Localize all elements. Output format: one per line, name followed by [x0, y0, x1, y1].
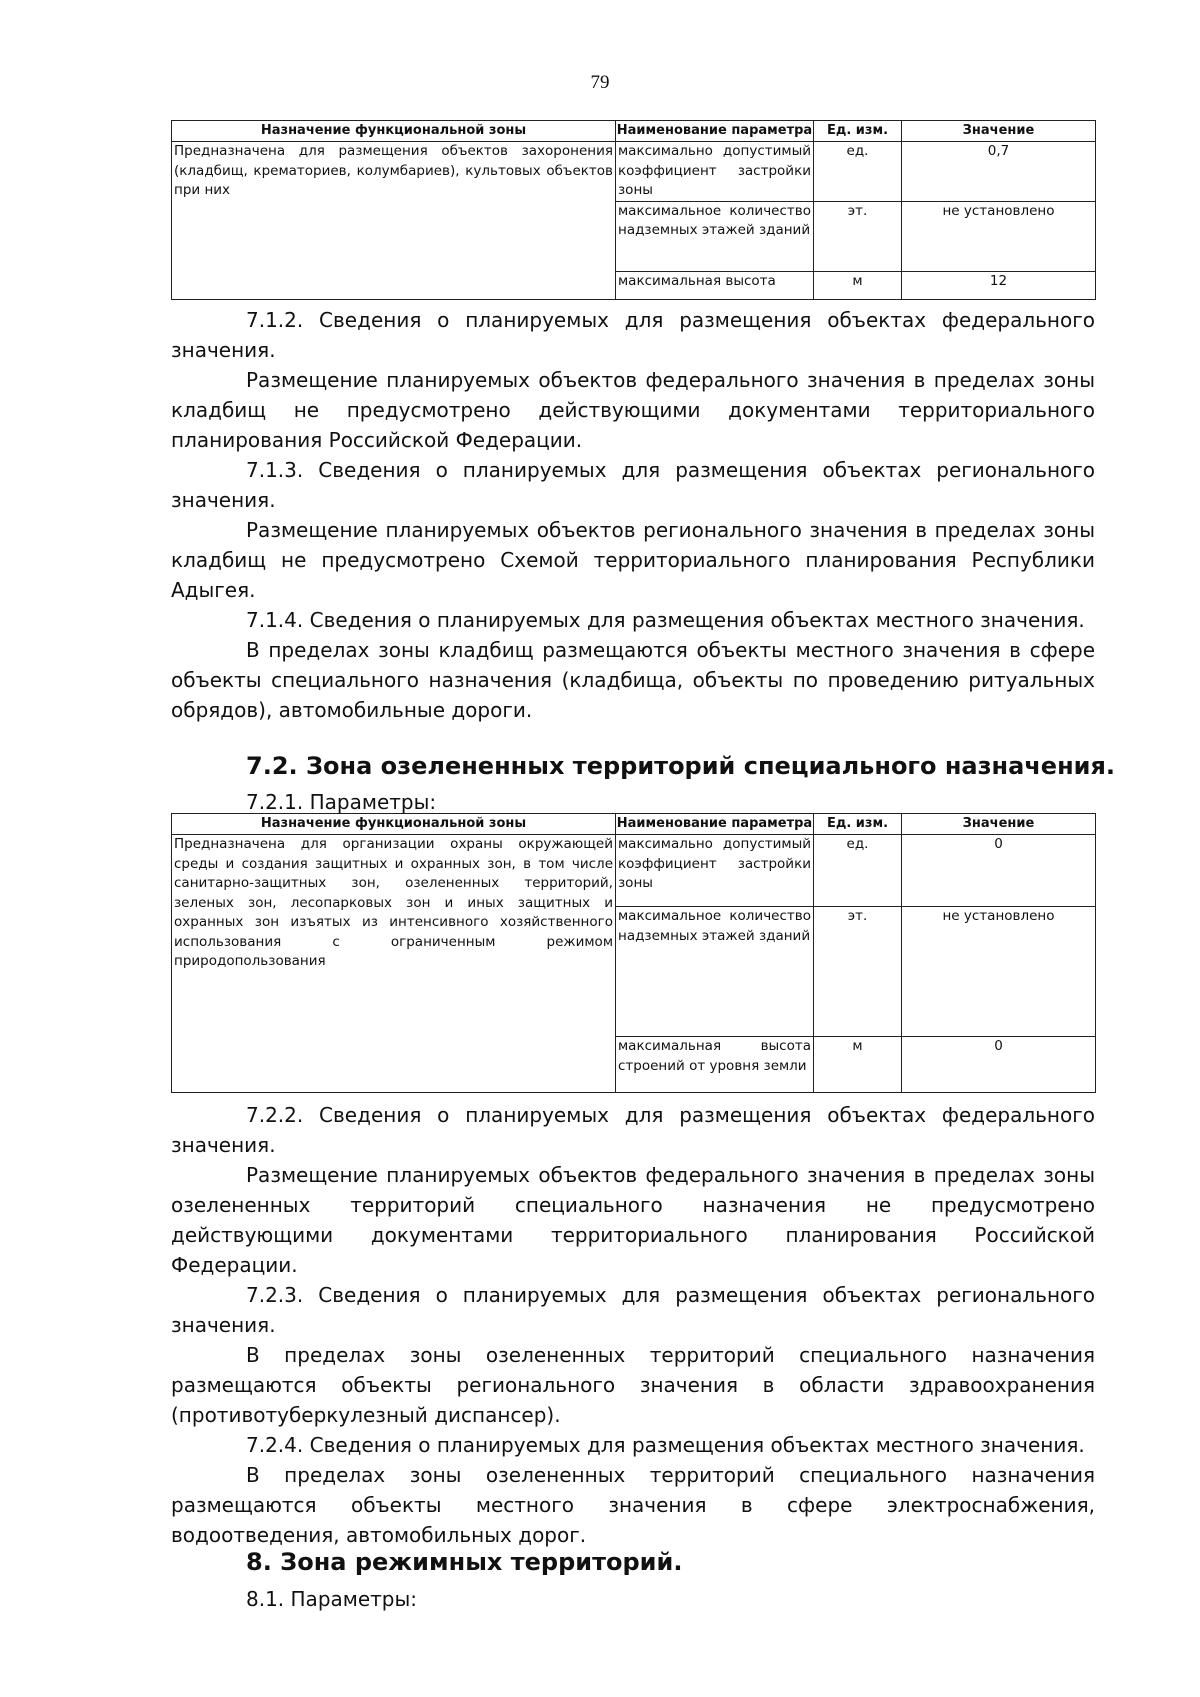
parameter-cell: максимальное количество надземных этажей зданий — [616, 201, 814, 271]
parameter-cell: максимальное количество надземных этажей зданий — [616, 907, 814, 1037]
value-cell: 12 — [902, 271, 1096, 299]
zone-purpose-cell: Предназначена для размещения объектов захоронения (кладбищ, крематориев, колумбариев), культовых объектов при них — [172, 142, 616, 300]
unit-cell: ед. — [814, 142, 902, 202]
paragraph: В пределах зоны озелененных территорий специального назначения размещаются объекты местного значения в сфере электроснабжения, водоотведения, автомобильных дорог. — [171, 1463, 1095, 1547]
section-7-1-text — [171, 305, 1095, 725]
parameter-cell: максимальная высота — [616, 271, 814, 299]
paragraph: Размещение планируемых объектов регионального значения в пределах зоны кладбищ не предусмотрено Схемой территориального планирования Республики Адыгея. — [171, 518, 1095, 602]
parameter-cell: максимально допустимый коэффициент застройки зоны — [616, 142, 814, 202]
header-parameter-name: Наименование параметра — [616, 121, 814, 142]
unit-cell: ед. — [814, 835, 902, 907]
parameter-cell: максимально допустимый коэффициент застройки зоны — [616, 835, 814, 907]
header-parameter-name: Наименование параметра — [616, 814, 814, 835]
paragraph: 7.1.3. Сведения о планируемых для размещения объектах регионального значения. — [171, 458, 1095, 512]
zone-purpose-cell: Предназначена для организации охраны окружающей среды и создания защитных и охранных зон, в том числе санитарно-защитных зон, озелененных территорий, зеленых зон, лесопарковых зон и иных защитных и охранных зон изъятых из интенсивного хозяйственного использования с ограниченным режимом природопользования — [172, 835, 616, 1093]
paragraph: 7.2.4. Сведения о планируемых для размещения объектах местного значения. — [246, 1433, 1085, 1457]
unit-cell: м — [814, 271, 902, 299]
unit-cell: м — [814, 1037, 902, 1093]
unit-cell: эт. — [814, 907, 902, 1037]
paragraph: 7.1.4. Сведения о планируемых для размещения объектах местного значения. — [246, 608, 1085, 632]
subsection-title-8-1: 8.1. Параметры: — [246, 1587, 418, 1611]
paragraph: 7.2.2. Сведения о планируемых для размещения объектах федерального значения. — [171, 1103, 1095, 1157]
parameter-cell: максимальная высота строений от уровня земли — [616, 1037, 814, 1093]
paragraph: Размещение планируемых объектов федерального значения в пределах зоны озелененных территорий специального назначения не предусмотрено действующими документами территориального планирования Российской Федерации. — [171, 1163, 1095, 1277]
header-zone-purpose: Назначение функциональной зоны — [172, 814, 616, 835]
section-7-2-text — [171, 1100, 1095, 1550]
subsection-title-7-2-1: 7.2.1. Параметры: — [246, 790, 437, 814]
header-value: Значение — [902, 814, 1096, 835]
value-cell: не установлено — [902, 907, 1096, 1037]
table-row — [172, 835, 1096, 907]
parameters-table-green-zone — [171, 813, 1096, 1093]
header-value: Значение — [902, 121, 1096, 142]
paragraph: В пределах зоны озелененных территорий специального назначения размещаются объекты регионального значения в области здравоохранения (противотуберкулезный диспансер). — [171, 1343, 1095, 1427]
header-unit: Ед. изм. — [814, 814, 902, 835]
unit-cell: эт. — [814, 201, 902, 271]
paragraph: В пределах зоны кладбищ размещаются объекты местного значения в сфере объекты специального назначения (кладбища, объекты по проведению ритуальных обрядов), автомобильные дороги. — [171, 638, 1095, 722]
page-number: 79 — [590, 72, 610, 93]
table-row — [172, 142, 1096, 202]
header-zone-purpose: Назначение функциональной зоны — [172, 121, 616, 142]
parameters-table-cemetery-zone — [171, 120, 1096, 300]
value-cell: 0 — [902, 835, 1096, 907]
section-heading-8: 8. Зона режимных территорий. — [246, 1548, 683, 1576]
header-unit: Ед. изм. — [814, 121, 902, 142]
paragraph: 7.1.2. Сведения о планируемых для размещения объектах федерального значения. — [171, 308, 1095, 362]
paragraph: Размещение планируемых объектов федерального значения в пределах зоны кладбищ не предусмотрено действующими документами территориального планирования Российской Федерации. — [171, 368, 1095, 452]
table-header-row — [172, 814, 1096, 835]
table-header-row — [172, 121, 1096, 142]
paragraph: 7.2.3. Сведения о планируемых для размещения объектах регионального значения. — [171, 1283, 1095, 1337]
value-cell: 0 — [902, 1037, 1096, 1093]
section-heading-7-2: 7.2. Зона озелененных территорий специального назначения. — [246, 752, 1115, 780]
value-cell: не установлено — [902, 201, 1096, 271]
value-cell: 0,7 — [902, 142, 1096, 202]
